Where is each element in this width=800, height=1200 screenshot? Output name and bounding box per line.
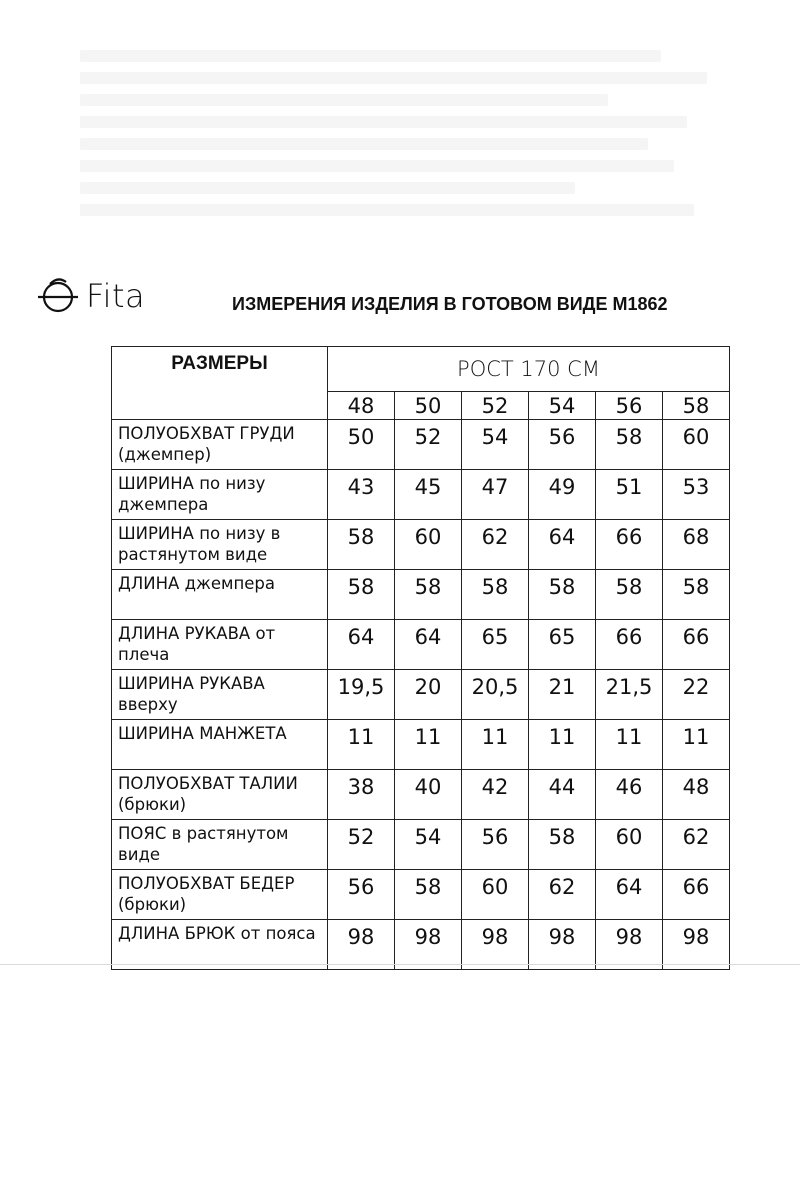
size-header-cell: 52 <box>462 392 529 420</box>
measurement-value: 64 <box>328 620 395 670</box>
measurement-value: 58 <box>596 420 663 470</box>
measurement-value: 58 <box>529 570 596 620</box>
measurement-value: 20,5 <box>462 670 529 720</box>
measurement-value: 62 <box>462 520 529 570</box>
measurement-value: 58 <box>663 570 730 620</box>
height-header: РОСТ 170 СМ <box>328 347 730 392</box>
table-row <box>112 470 730 520</box>
measurement-value: 43 <box>328 470 395 520</box>
size-header-cell: 56 <box>596 392 663 420</box>
measurement-label: ШИРИНА МАНЖЕТА <box>112 720 328 770</box>
faded-background-text <box>80 40 740 270</box>
measurement-value: 98 <box>328 920 395 970</box>
measurement-value: 60 <box>663 420 730 470</box>
measurement-value: 11 <box>462 720 529 770</box>
measurement-value: 65 <box>529 620 596 670</box>
measurement-value: 98 <box>596 920 663 970</box>
measurement-value: 47 <box>462 470 529 520</box>
table-row <box>112 870 730 920</box>
measurement-value: 58 <box>395 870 462 920</box>
table-row <box>112 670 730 720</box>
measurement-value: 50 <box>328 420 395 470</box>
brand-logo <box>36 276 145 316</box>
size-header-cell: 48 <box>328 392 395 420</box>
table-row <box>112 520 730 570</box>
measurement-value: 66 <box>596 520 663 570</box>
measurement-label: ПОЛУОБХВАТ ГРУДИ (джемпер) <box>112 420 328 470</box>
measurement-value: 49 <box>529 470 596 520</box>
measurement-value: 64 <box>529 520 596 570</box>
measurement-value: 60 <box>462 870 529 920</box>
measurement-value: 40 <box>395 770 462 820</box>
measurement-value: 48 <box>663 770 730 820</box>
measurement-value: 46 <box>596 770 663 820</box>
measurement-value: 68 <box>663 520 730 570</box>
measurement-value: 58 <box>328 520 395 570</box>
measurement-value: 21 <box>529 670 596 720</box>
measurement-value: 38 <box>328 770 395 820</box>
size-header-cell: 58 <box>663 392 730 420</box>
measurement-value: 52 <box>395 420 462 470</box>
measurement-value: 11 <box>529 720 596 770</box>
measurement-value: 11 <box>328 720 395 770</box>
measurement-value: 58 <box>395 570 462 620</box>
table-row <box>112 920 730 970</box>
size-header-cell: 54 <box>529 392 596 420</box>
table-header-row <box>112 347 730 392</box>
measurement-value: 66 <box>663 870 730 920</box>
table-row <box>112 770 730 820</box>
measurement-label: ШИРИНА РУКАВА вверху <box>112 670 328 720</box>
measurement-label: ШИРИНА по низу в растянутом виде <box>112 520 328 570</box>
measurement-label: ПОЯС в растянутом виде <box>112 820 328 870</box>
measurement-value: 58 <box>328 570 395 620</box>
measurement-value: 54 <box>395 820 462 870</box>
measurement-value: 11 <box>596 720 663 770</box>
size-table <box>111 346 730 970</box>
fita-logo-icon <box>36 276 80 316</box>
measurement-label: ПОЛУОБХВАТ ТАЛИИ (брюки) <box>112 770 328 820</box>
measurement-value: 45 <box>395 470 462 520</box>
measurement-label: ДЛИНА джемпера <box>112 570 328 620</box>
measurement-value: 98 <box>462 920 529 970</box>
measurement-label: ШИРИНА по низу джемпера <box>112 470 328 520</box>
measurement-value: 56 <box>462 820 529 870</box>
measurement-value: 64 <box>596 870 663 920</box>
measurement-value: 42 <box>462 770 529 820</box>
measurement-value: 98 <box>663 920 730 970</box>
measurement-value: 66 <box>596 620 663 670</box>
measurement-value: 58 <box>596 570 663 620</box>
measurement-value: 56 <box>529 420 596 470</box>
measurement-value: 60 <box>596 820 663 870</box>
measurement-value: 11 <box>663 720 730 770</box>
measurement-value: 98 <box>395 920 462 970</box>
measurement-value: 65 <box>462 620 529 670</box>
measurement-label: ДЛИНА РУКАВА от плеча <box>112 620 328 670</box>
measurement-value: 53 <box>663 470 730 520</box>
table-row <box>112 620 730 670</box>
sizes-header: РАЗМЕРЫ <box>112 347 328 420</box>
measurement-value: 60 <box>395 520 462 570</box>
measurement-value: 51 <box>596 470 663 520</box>
measurement-label: ПОЛУОБХВАТ БЕДЕР (брюки) <box>112 870 328 920</box>
measurement-value: 11 <box>395 720 462 770</box>
measurement-value: 62 <box>663 820 730 870</box>
table-row <box>112 720 730 770</box>
table-row <box>112 570 730 620</box>
table-row <box>112 420 730 470</box>
measurement-value: 54 <box>462 420 529 470</box>
measurement-value: 62 <box>529 870 596 920</box>
measurement-value: 22 <box>663 670 730 720</box>
page-divider <box>0 964 800 965</box>
measurement-value: 58 <box>529 820 596 870</box>
measurement-value: 98 <box>529 920 596 970</box>
measurement-value: 52 <box>328 820 395 870</box>
document-title: ИЗМЕРЕНИЯ ИЗДЕЛИЯ В ГОТОВОМ ВИДЕ М1862 <box>232 294 668 314</box>
measurement-value: 20 <box>395 670 462 720</box>
measurement-value: 56 <box>328 870 395 920</box>
brand-name: Fita <box>86 277 146 315</box>
measurement-value: 44 <box>529 770 596 820</box>
measurement-value: 64 <box>395 620 462 670</box>
measurement-value: 21,5 <box>596 670 663 720</box>
measurement-label: ДЛИНА БРЮК от пояса <box>112 920 328 970</box>
measurement-value: 19,5 <box>328 670 395 720</box>
table-row <box>112 820 730 870</box>
measurement-value: 58 <box>462 570 529 620</box>
size-header-cell: 50 <box>395 392 462 420</box>
measurement-value: 66 <box>663 620 730 670</box>
